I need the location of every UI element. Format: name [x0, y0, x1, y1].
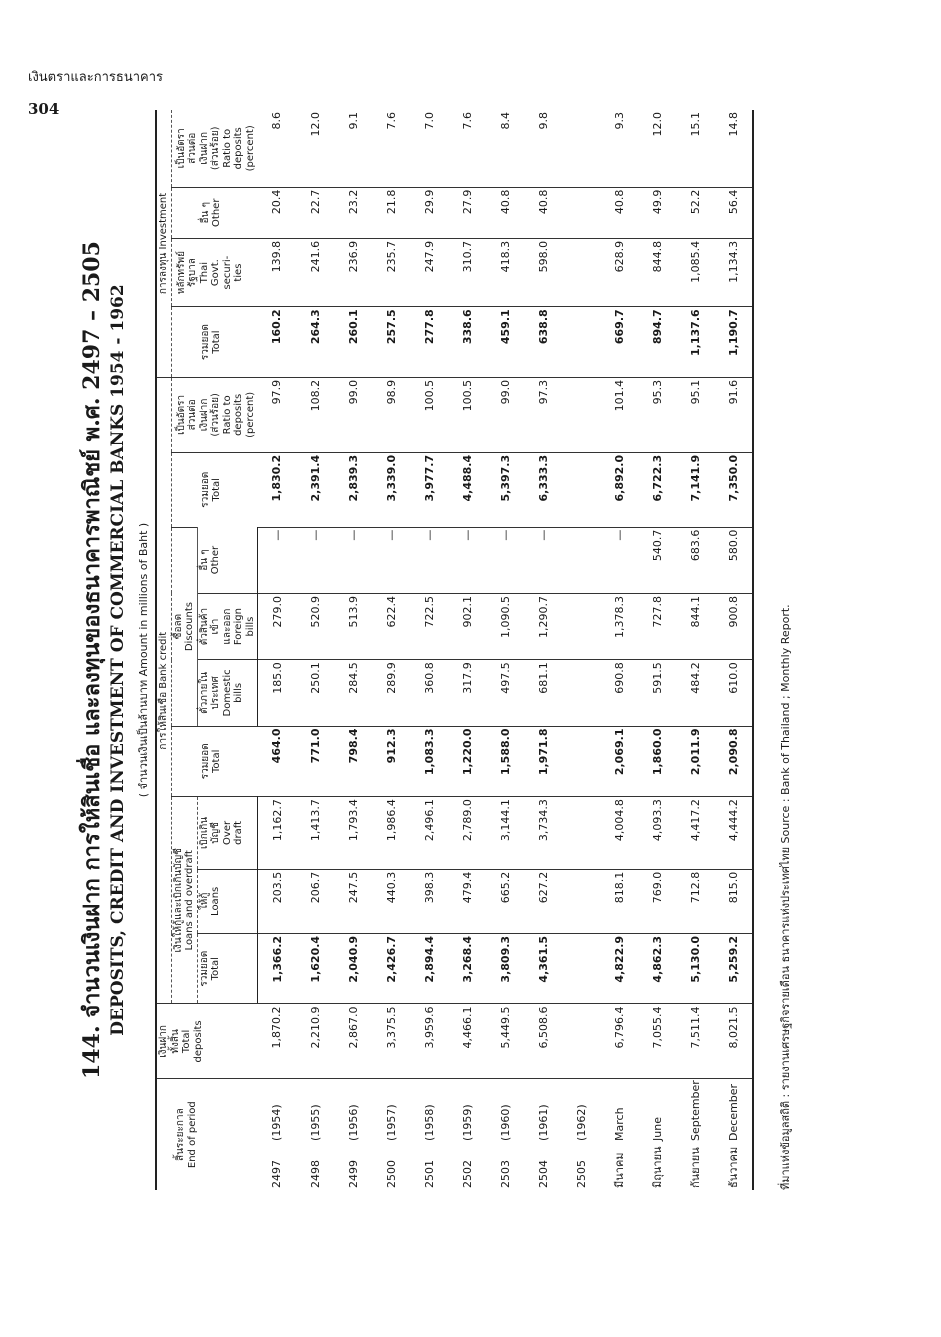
- cell-credit-ratio: 91.6: [714, 377, 753, 452]
- cell-discounts-total: 2,011.9: [676, 726, 714, 797]
- row-label-english: March: [600, 1079, 638, 1143]
- header-foreign-bills: ตั๋วสินค้า เข้า และออก Foreign bills: [197, 593, 258, 659]
- cell-investment-total: 1,137.6: [676, 307, 714, 378]
- row-label-english: December: [714, 1079, 753, 1143]
- cell-total-deposits: 3,375.5: [372, 1004, 410, 1079]
- cell-credit-ratio: 95.1: [676, 377, 714, 452]
- cell-foreign-bills: 1,378.3: [600, 593, 638, 659]
- cell-foreign-bills: 722.5: [410, 593, 448, 659]
- cell-discounts-total: 2,069.1: [600, 726, 638, 797]
- table-row: [372, 110, 410, 1190]
- cell-investment-other: 23.2: [334, 187, 372, 238]
- cell-investment-total: 638.8: [524, 307, 562, 378]
- row-label-english: (1959): [448, 1079, 486, 1143]
- page-number: 304: [28, 100, 60, 118]
- cell-discounts-other: [562, 527, 600, 593]
- cell-discounts-total: 1,971.8: [524, 726, 562, 797]
- header-period: สิ้นระยะกาล End of period: [156, 1079, 258, 1190]
- cell-loans: 712.8: [676, 869, 714, 933]
- cell-discounts-total: 1,860.0: [638, 726, 676, 797]
- cell-domestic-bills: 591.5: [638, 660, 676, 726]
- cell-investment-total: 264.3: [296, 307, 334, 378]
- cell-domestic-bills: 360.8: [410, 660, 448, 726]
- cell-overdraft: 1,162.7: [258, 797, 297, 870]
- cell-total-deposits: 4,466.1: [448, 1004, 486, 1079]
- cell-investment-total: 338.6: [448, 307, 486, 378]
- cell-foreign-bills: 727.8: [638, 593, 676, 659]
- cell-loans: 247.5: [334, 869, 372, 933]
- cell-total-deposits: 2,210.9: [296, 1004, 334, 1079]
- cell-domestic-bills: 185.0: [258, 660, 297, 726]
- cell-credit-total: 7,141.9: [676, 452, 714, 527]
- cell-discounts-other: —: [296, 527, 334, 593]
- cell-loans: 479.4: [448, 869, 486, 933]
- cell-govt-securities: 598.0: [524, 238, 562, 306]
- cell-discounts-other: —: [486, 527, 524, 593]
- cell-investment-other: 40.8: [524, 187, 562, 238]
- cell-loans-overdraft-total: 1,366.2: [258, 933, 297, 1004]
- cell-discounts-other: 540.7: [638, 527, 676, 593]
- cell-domestic-bills: 690.8: [600, 660, 638, 726]
- cell-overdraft: 4,093.3: [638, 797, 676, 870]
- cell-discounts-total: 771.0: [296, 726, 334, 797]
- cell-investment-ratio: 15.1: [688, 112, 702, 137]
- cell-discounts-other: 683.6: [676, 527, 714, 593]
- cell-domestic-bills: 284.5: [334, 660, 372, 726]
- cell-loans-overdraft-total: 2,894.4: [410, 933, 448, 1004]
- table-row: [334, 110, 372, 1190]
- cell-discounts-other: —: [448, 527, 486, 593]
- cell-loans-overdraft-total: 4,822.9: [600, 933, 638, 1004]
- cell-govt-securities: 418.3: [486, 238, 524, 306]
- table-title-english: DEPOSITS, CREDIT AND INVESTMENT OF COMMERCIAL BANKS 1954 - 1962: [108, 284, 128, 1036]
- row-label-thai: มีนาคม: [613, 1152, 626, 1188]
- cell-discounts-other: —: [334, 527, 372, 593]
- cell-investment-ratio: [562, 110, 600, 187]
- cell-loans-overdraft-total: 5,259.2: [714, 933, 753, 1004]
- cell-domestic-bills: [562, 660, 600, 726]
- cell-investment-total: 894.7: [638, 307, 676, 378]
- cell-foreign-bills: 279.0: [258, 593, 297, 659]
- row-label-thai: 2497: [270, 1160, 284, 1188]
- header-investment-other: อื่น ๆ Other: [171, 187, 258, 238]
- cell-overdraft: 1,793.4: [334, 797, 372, 870]
- cell-credit-total: 6,722.3: [638, 452, 676, 527]
- cell-investment-total: 277.8: [410, 307, 448, 378]
- cell-investment-ratio: 8.6: [270, 112, 284, 130]
- cell-loans-overdraft-total: 1,620.4: [296, 933, 334, 1004]
- cell-govt-securities: [562, 238, 600, 306]
- table-row: [714, 110, 753, 1190]
- cell-foreign-bills: 622.4: [372, 593, 410, 659]
- cell-govt-securities: 310.7: [448, 238, 486, 306]
- unit-note: ( จำนวนเงินเป็นล้านบาท Amount in millions of Baht ): [137, 522, 150, 798]
- cell-total-deposits: 2,867.0: [334, 1004, 372, 1079]
- cell-loans: 627.2: [524, 869, 562, 933]
- cell-loans-overdraft-total: [562, 933, 600, 1004]
- cell-loans: 815.0: [714, 869, 753, 933]
- cell-investment-other: 21.8: [372, 187, 410, 238]
- cell-credit-total: 2,391.4: [296, 452, 334, 527]
- cell-investment-ratio: 8.4: [498, 112, 512, 130]
- row-label-english: June: [638, 1079, 676, 1143]
- row-label-thai: มิถุนายน: [651, 1146, 664, 1188]
- cell-loans-overdraft-total: 5,130.0: [676, 933, 714, 1004]
- cell-overdraft: 2,496.1: [410, 797, 448, 870]
- cell-credit-ratio: 101.4: [600, 377, 638, 452]
- cell-foreign-bills: 900.8: [714, 593, 753, 659]
- cell-investment-ratio: 9.1: [346, 112, 360, 130]
- row-label-english: (1956): [334, 1079, 372, 1143]
- table-title-thai: 144. จำนวนเงินฝาก การให้สินเชื่อ และลงทุนของธนาคารพาณิชย์ พ.ศ. 2497 – 2505: [79, 241, 105, 1079]
- cell-investment-ratio: 12.0: [308, 112, 322, 137]
- cell-investment-ratio: 7.6: [384, 112, 398, 130]
- header-discounts-other: อื่น ๆ Other: [197, 527, 258, 593]
- cell-domestic-bills: 681.1: [524, 660, 562, 726]
- cell-investment-ratio: 12.0: [650, 112, 664, 137]
- cell-credit-ratio: 108.2: [296, 377, 334, 452]
- cell-foreign-bills: 1,290.7: [524, 593, 562, 659]
- table-row: [448, 110, 486, 1190]
- cell-credit-total: 5,397.3: [486, 452, 524, 527]
- cell-govt-securities: 139.8: [258, 238, 297, 306]
- cell-credit-total: 6,333.3: [524, 452, 562, 527]
- header-bank-credit: การให้สินเชื่อ Bank credit: [156, 377, 171, 1004]
- row-label-thai: 2498: [308, 1160, 322, 1188]
- table-row: [486, 110, 524, 1190]
- cell-loans-overdraft-total: 2,040.9: [334, 933, 372, 1004]
- cell-investment-total: 257.5: [372, 307, 410, 378]
- cell-investment-other: 49.9: [638, 187, 676, 238]
- table-row: [258, 110, 297, 1190]
- cell-credit-ratio: [562, 377, 600, 452]
- row-label-thai: 2501: [422, 1160, 436, 1188]
- cell-credit-total: 3,977.7: [410, 452, 448, 527]
- cell-credit-total: 4,488.4: [448, 452, 486, 527]
- cell-investment-other: 40.8: [486, 187, 524, 238]
- cell-credit-total: 6,892.0: [600, 452, 638, 527]
- cell-govt-securities: 241.6: [296, 238, 334, 306]
- cell-discounts-total: 1,083.3: [410, 726, 448, 797]
- cell-investment-other: 56.4: [714, 187, 753, 238]
- rotated-table-page: [60, 60, 820, 1240]
- cell-discounts-other: 580.0: [714, 527, 753, 593]
- header-investment: การลงทุน Investment: [156, 110, 171, 377]
- header-credit-sum: รวมยอด Total: [171, 452, 258, 527]
- cell-discounts-other: —: [410, 527, 448, 593]
- cell-domestic-bills: 610.0: [714, 660, 753, 726]
- cell-investment-other: 22.7: [296, 187, 334, 238]
- cell-govt-securities: 1,085.4: [676, 238, 714, 306]
- cell-total-deposits: 1,870.2: [258, 1004, 297, 1079]
- cell-credit-ratio: 95.3: [638, 377, 676, 452]
- cell-investment-total: 459.1: [486, 307, 524, 378]
- cell-investment-total: 1,190.7: [714, 307, 753, 378]
- header-discounts: ซื้อลด Discounts: [171, 527, 197, 726]
- cell-loans-overdraft-total: 3,809.3: [486, 933, 524, 1004]
- cell-credit-ratio: 99.0: [486, 377, 524, 452]
- cell-credit-total: 3,339.0: [372, 452, 410, 527]
- book-title: เงินตราและการธนาคาร: [28, 70, 163, 85]
- table-row: [410, 110, 448, 1190]
- cell-investment-total: [562, 307, 600, 378]
- cell-overdraft: 2,789.0: [448, 797, 486, 870]
- table-row: [676, 110, 714, 1190]
- header-loans: ให้กู้ Loans: [197, 869, 258, 933]
- header-loans-overdraft: เงินให้กู้และเบิกเกินบัญชี Loans and overdraft: [171, 797, 197, 1004]
- table-row: [562, 110, 600, 1190]
- cell-investment-other: 20.4: [258, 187, 297, 238]
- cell-loans-overdraft-total: 2,426.7: [372, 933, 410, 1004]
- cell-discounts-other: —: [600, 527, 638, 593]
- cell-govt-securities: 1,134.3: [714, 238, 753, 306]
- cell-investment-other: 52.2: [676, 187, 714, 238]
- header-total-deposits: เงินฝาก ทั้งสิ้น Total deposits: [156, 1004, 258, 1079]
- cell-credit-total: 1,830.2: [258, 452, 297, 527]
- cell-foreign-bills: 520.9: [296, 593, 334, 659]
- cell-loans-overdraft-total: 3,268.4: [448, 933, 486, 1004]
- row-label-english: (1960): [486, 1079, 524, 1143]
- cell-discounts-total: 798.4: [334, 726, 372, 797]
- cell-loans: 203.5: [258, 869, 297, 933]
- header-investment-ratio: เป็นอัตรา ส่วนต่อ เงินฝาก (ส่วนร้อย) Ratio to deposits (percent): [175, 125, 256, 172]
- row-label-english: (1958): [410, 1079, 448, 1143]
- cell-discounts-other: —: [372, 527, 410, 593]
- cell-credit-ratio: 97.9: [258, 377, 297, 452]
- cell-overdraft: 1,413.7: [296, 797, 334, 870]
- header-investment-total: รวมยอด Total: [171, 307, 258, 378]
- table-body: [258, 110, 754, 1190]
- table-row: [296, 110, 334, 1190]
- cell-govt-securities: 235.7: [372, 238, 410, 306]
- cell-total-deposits: 3,959.6: [410, 1004, 448, 1079]
- cell-total-deposits: 7,055.4: [638, 1004, 676, 1079]
- cell-discounts-total: 1,588.0: [486, 726, 524, 797]
- row-label-english: (1961): [524, 1079, 562, 1143]
- cell-govt-securities: 844.8: [638, 238, 676, 306]
- cell-credit-total: 2,839.3: [334, 452, 372, 527]
- cell-loans: 398.3: [410, 869, 448, 933]
- cell-loans-overdraft-total: 4,361.5: [524, 933, 562, 1004]
- header-overdraft: เบิกเกิน บัญชี Over draft: [197, 797, 258, 870]
- cell-foreign-bills: 844.1: [676, 593, 714, 659]
- cell-domestic-bills: 317.9: [448, 660, 486, 726]
- cell-credit-total: 7,350.0: [714, 452, 753, 527]
- cell-loans: 440.3: [372, 869, 410, 933]
- cell-investment-ratio: 9.8: [536, 112, 550, 130]
- row-label-english: (1957): [372, 1079, 410, 1143]
- row-label-english: (1955): [296, 1079, 334, 1143]
- cell-credit-ratio: 100.5: [410, 377, 448, 452]
- table-row: [524, 110, 562, 1190]
- row-label-thai: 2504: [536, 1160, 550, 1188]
- cell-domestic-bills: 497.5: [486, 660, 524, 726]
- cell-credit-ratio: 98.9: [372, 377, 410, 452]
- statistics-table: [155, 110, 754, 1190]
- cell-credit-total: [562, 452, 600, 527]
- cell-total-deposits: 6,508.6: [524, 1004, 562, 1079]
- cell-credit-ratio: 99.0: [334, 377, 372, 452]
- cell-govt-securities: 247.9: [410, 238, 448, 306]
- cell-discounts-total: 1,220.0: [448, 726, 486, 797]
- cell-credit-ratio: 100.5: [448, 377, 486, 452]
- cell-overdraft: 3,734.3: [524, 797, 562, 870]
- footer-source: ที่มาแห่งข้อมูลสถิติ : รายงานเศรษฐกิจรายเดือน ธนาคารแห่งประเทศไทย Source : Bank of Thailand ; Monthly Report.: [779, 604, 792, 1190]
- cell-total-deposits: 5,449.5: [486, 1004, 524, 1079]
- table-row: [600, 110, 638, 1190]
- cell-foreign-bills: [562, 593, 600, 659]
- cell-govt-securities: 236.9: [334, 238, 372, 306]
- cell-overdraft: 3,144.1: [486, 797, 524, 870]
- cell-govt-securities: 628.9: [600, 238, 638, 306]
- cell-total-deposits: 7,511.4: [676, 1004, 714, 1079]
- cell-foreign-bills: 1,090.5: [486, 593, 524, 659]
- cell-total-deposits: 6,796.4: [600, 1004, 638, 1079]
- cell-loans: [562, 869, 600, 933]
- cell-foreign-bills: 513.9: [334, 593, 372, 659]
- cell-total-deposits: 8,021.5: [714, 1004, 753, 1079]
- cell-loans: 769.0: [638, 869, 676, 933]
- cell-overdraft: 1,986.4: [372, 797, 410, 870]
- cell-domestic-bills: 250.1: [296, 660, 334, 726]
- cell-investment-ratio: 7.6: [460, 112, 474, 130]
- cell-domestic-bills: 484.2: [676, 660, 714, 726]
- cell-investment-ratio: 14.8: [714, 110, 753, 187]
- cell-discounts-other: —: [524, 527, 562, 593]
- cell-investment-ratio: 7.0: [422, 112, 436, 130]
- cell-overdraft: 4,444.2: [714, 797, 753, 870]
- cell-investment-other: 29.9: [410, 187, 448, 238]
- row-label-thai: 2500: [384, 1160, 398, 1188]
- row-label-thai: กันยายน: [689, 1147, 702, 1188]
- cell-loans: 818.1: [600, 869, 638, 933]
- header-credit-ratio: เป็นอัตรา ส่วนต่อ เงินฝาก (ส่วนร้อย) Ratio to deposits (percent): [171, 377, 258, 452]
- header-lo-total: รวมยอด Total: [197, 933, 258, 1004]
- row-label-thai: 2499: [346, 1160, 360, 1188]
- cell-investment-total: 160.2: [258, 307, 297, 378]
- cell-credit-ratio: 97.3: [524, 377, 562, 452]
- cell-discounts-total: 912.3: [372, 726, 410, 797]
- cell-investment-other: 27.9: [448, 187, 486, 238]
- row-label-thai: 2505: [574, 1160, 588, 1188]
- cell-domestic-bills: 289.9: [372, 660, 410, 726]
- table-row: [638, 110, 676, 1190]
- cell-overdraft: [562, 797, 600, 870]
- row-label-thai: 2502: [460, 1160, 474, 1188]
- cell-loans: 665.2: [486, 869, 524, 933]
- header-credit-total: รวมยอด Total: [171, 726, 258, 797]
- cell-discounts-total: 2,090.8: [714, 726, 753, 797]
- cell-loans: 206.7: [296, 869, 334, 933]
- row-label-english: (1962): [562, 1079, 600, 1143]
- cell-discounts-total: [562, 726, 600, 797]
- cell-investment-total: 260.1: [334, 307, 372, 378]
- row-label-english: (1954): [258, 1079, 297, 1143]
- cell-overdraft: 4,004.8: [600, 797, 638, 870]
- cell-total-deposits: [562, 1004, 600, 1079]
- cell-discounts-total: 464.0: [258, 726, 297, 797]
- cell-foreign-bills: 902.1: [448, 593, 486, 659]
- header-thai-govt: หลักทรัพย์ รัฐบาล Thai Govt. securi- ties: [171, 238, 258, 306]
- row-label-thai: 2503: [498, 1160, 512, 1188]
- cell-investment-ratio: 9.3: [612, 112, 626, 130]
- header-domestic-bills: ตั๋วภายใน ประเทศ Domestic bills: [197, 660, 258, 726]
- cell-investment-other: 40.8: [600, 187, 638, 238]
- cell-overdraft: 4,417.2: [676, 797, 714, 870]
- cell-investment-other: [562, 187, 600, 238]
- cell-loans-overdraft-total: 4,862.3: [638, 933, 676, 1004]
- cell-investment-total: 669.7: [600, 307, 638, 378]
- cell-discounts-other: —: [258, 527, 297, 593]
- row-label-english: September: [676, 1079, 714, 1143]
- row-label-thai: ธันวาคม: [714, 1143, 753, 1190]
